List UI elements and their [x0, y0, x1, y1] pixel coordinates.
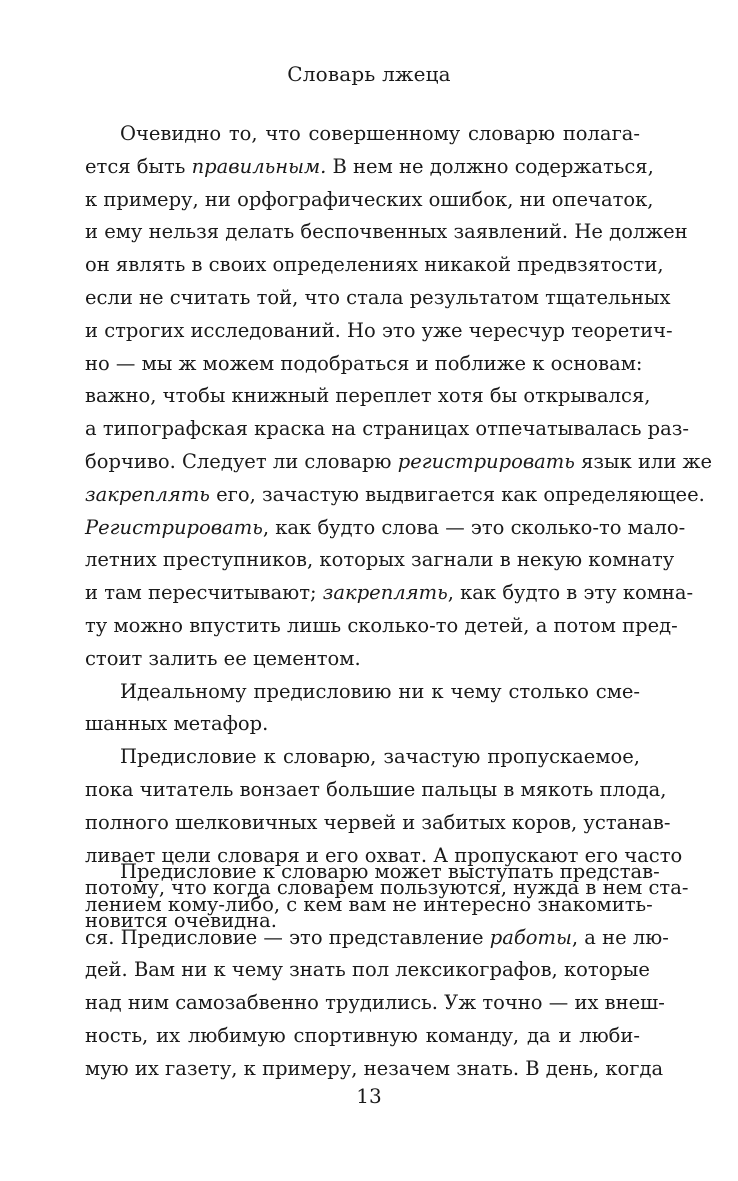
text-line: полного шелковичных червей и забитых коров, устанав-: [85, 810, 671, 834]
text-line: Идеальному предисловию ни к чему столько сме-: [120, 679, 640, 703]
text-line: ливает цели словаря и его охват. А пропускают его часто: [85, 843, 683, 867]
text-line: Предисловие к словарю, зачастую пропускаемое,: [120, 745, 640, 769]
text-line: шанных метафор.: [85, 712, 269, 736]
text-line: но — мы ж можем подобраться и поближе к основам:: [85, 351, 643, 375]
italic-term: закреплять: [85, 482, 210, 506]
text-line: если не считать той, что стала результатом тщательных: [85, 285, 671, 309]
text-block-second: [85, 856, 689, 1086]
text-line: над ним самозабвенно трудились. Уж точно — их внеш-: [85, 991, 665, 1015]
text-line: и строгих исследований. Но это уже чересчур теоретич-: [85, 318, 673, 342]
text-line: потому, что когда словарем пользуются, нужда в нем ста-: [85, 876, 689, 900]
text-line: закреплять его, зачастую выдвигается как определяющее.: [85, 482, 705, 506]
italic-term: правильным.: [191, 154, 327, 178]
text-line: и там пересчитывают; закреплять, как будто в эту комна-: [85, 581, 694, 605]
text-line: важно, чтобы книжный переплет хотя бы открывался,: [85, 384, 651, 408]
text-line: борчиво. Следует ли словарю регистрировать язык или же: [85, 449, 713, 473]
text-line: ся. Предисловие — это представление работы, а не лю-: [85, 925, 669, 949]
text-line: лением кому-либо, с кем вам не интересно знакомить-: [85, 892, 653, 916]
italic-term: закреплять: [322, 581, 448, 605]
italic-term: регистрировать: [397, 449, 575, 473]
text-block-main: [85, 118, 713, 938]
italic-term: работы: [489, 925, 572, 949]
text-line: и ему нельзя делать беспочвенных заявлений. Не должен: [85, 220, 688, 244]
text-line: ность, их любимую спортивную команду, да и люби-: [85, 1023, 640, 1047]
text-line: стоит залить ее цементом.: [85, 646, 361, 670]
running-head: Словарь лжеца: [287, 62, 451, 86]
text-line: он являть в своих определениях никакой предвзятости,: [85, 253, 664, 277]
text-line: Регистрировать, как будто слова — это сколько-то мало-: [85, 515, 686, 539]
text-line: мую их газету, к примеру, незачем знать. В день, когда: [85, 1056, 664, 1080]
text-line: новится очевидна.: [85, 909, 277, 933]
italic-term: Регистрировать: [85, 515, 263, 539]
text-line: ту можно впустить лишь сколько-то детей, а потом пред-: [85, 613, 678, 637]
text-line: Предисловие к словарю может выступать представ-: [120, 860, 660, 883]
text-line: к примеру, ни орфографических ошибок, ни опечаток,: [85, 187, 654, 211]
page-number: 13: [356, 1084, 382, 1108]
text-line: пока читатель вонзает большие пальцы в мякоть плода,: [85, 777, 667, 801]
text-line: дей. Вам ни к чему знать пол лексикографов, которые: [85, 958, 650, 982]
text-line: летних преступников, которых загнали в некую комнату: [85, 548, 675, 572]
text-line: а типографская краска на страницах отпечатывалась раз-: [85, 417, 689, 441]
text-line: ется быть правильным. В нем не должно содержаться,: [85, 154, 654, 178]
text-line: Очевидно то, что совершенному словарю полага-: [120, 122, 640, 145]
